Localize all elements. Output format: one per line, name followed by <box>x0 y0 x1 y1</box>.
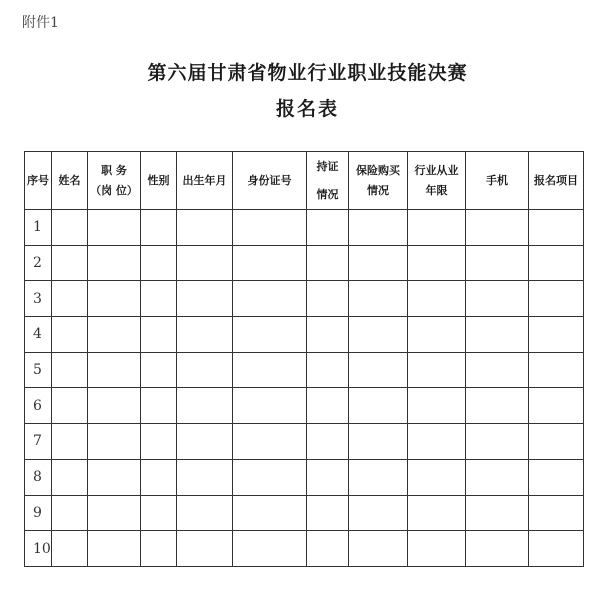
empty-cell <box>349 495 408 531</box>
row-number: 5 <box>25 352 52 388</box>
empty-cell <box>408 281 466 317</box>
empty-cell <box>529 352 584 388</box>
registration-table <box>24 151 584 567</box>
empty-cell <box>233 245 307 281</box>
empty-cell <box>233 459 307 495</box>
empty-cell <box>349 281 408 317</box>
empty-cell <box>177 459 233 495</box>
empty-cell <box>52 352 88 388</box>
empty-cell <box>307 459 349 495</box>
empty-cell <box>466 281 529 317</box>
empty-cell <box>307 388 349 424</box>
table-row <box>25 388 584 424</box>
row-number: 2 <box>25 245 52 281</box>
empty-cell <box>233 424 307 460</box>
empty-cell <box>52 210 88 246</box>
empty-cell <box>177 495 233 531</box>
table-row <box>25 281 584 317</box>
empty-cell <box>466 388 529 424</box>
empty-cell <box>529 459 584 495</box>
empty-cell <box>466 245 529 281</box>
header-phone: 手机 <box>466 152 529 210</box>
empty-cell <box>349 317 408 353</box>
empty-cell <box>466 459 529 495</box>
empty-cell <box>408 459 466 495</box>
empty-cell <box>88 245 141 281</box>
empty-cell <box>408 495 466 531</box>
empty-cell <box>408 317 466 353</box>
empty-cell <box>307 245 349 281</box>
empty-cell <box>349 424 408 460</box>
row-number: 6 <box>25 388 52 424</box>
empty-cell <box>529 281 584 317</box>
empty-cell <box>177 210 233 246</box>
header-id: 身份证号 <box>233 152 307 210</box>
empty-cell <box>307 495 349 531</box>
empty-cell <box>52 281 88 317</box>
row-number: 9 <box>25 495 52 531</box>
table-row <box>25 531 584 567</box>
empty-cell <box>529 245 584 281</box>
empty-cell <box>233 281 307 317</box>
empty-cell <box>88 388 141 424</box>
empty-cell <box>88 531 141 567</box>
empty-cell <box>141 210 177 246</box>
form-subtitle: 报名表 <box>275 98 339 120</box>
empty-cell <box>233 210 307 246</box>
empty-cell <box>349 459 408 495</box>
header-certificate: 持证 情况 <box>307 152 349 210</box>
header-row <box>25 152 584 210</box>
header-seq: 序号 <box>25 152 52 210</box>
table-row <box>25 245 584 281</box>
empty-cell <box>529 531 584 567</box>
empty-cell <box>529 495 584 531</box>
empty-cell <box>88 495 141 531</box>
empty-cell <box>88 352 141 388</box>
empty-cell <box>349 388 408 424</box>
empty-cell <box>52 459 88 495</box>
empty-cell <box>177 281 233 317</box>
empty-cell <box>141 281 177 317</box>
empty-cell <box>349 352 408 388</box>
empty-cell <box>466 495 529 531</box>
empty-cell <box>408 245 466 281</box>
empty-cell <box>52 388 88 424</box>
row-number: 3 <box>25 281 52 317</box>
empty-cell <box>177 388 233 424</box>
empty-cell <box>233 531 307 567</box>
empty-cell <box>88 459 141 495</box>
empty-cell <box>466 317 529 353</box>
empty-cell <box>52 245 88 281</box>
attachment-label: 附件1 <box>22 15 59 31</box>
empty-cell <box>307 352 349 388</box>
empty-cell <box>88 281 141 317</box>
table-row <box>25 317 584 353</box>
empty-cell <box>233 352 307 388</box>
header-birth: 出生年月 <box>177 152 233 210</box>
empty-cell <box>141 531 177 567</box>
header-project: 报名项目 <box>529 152 584 210</box>
empty-cell <box>52 317 88 353</box>
empty-cell <box>141 317 177 353</box>
header-years: 行业从业 年限 <box>408 152 466 210</box>
header-gender: 性别 <box>141 152 177 210</box>
empty-cell <box>141 424 177 460</box>
table-row <box>25 210 584 246</box>
row-number: 10 <box>25 531 52 567</box>
empty-cell <box>349 245 408 281</box>
empty-cell <box>466 424 529 460</box>
empty-cell <box>307 281 349 317</box>
table-row <box>25 424 584 460</box>
empty-cell <box>141 495 177 531</box>
empty-cell <box>233 495 307 531</box>
row-number: 1 <box>25 210 52 246</box>
empty-cell <box>408 352 466 388</box>
empty-cell <box>466 352 529 388</box>
empty-cell <box>529 388 584 424</box>
empty-cell <box>177 317 233 353</box>
empty-cell <box>307 531 349 567</box>
empty-cell <box>52 424 88 460</box>
header-name: 姓名 <box>52 152 88 210</box>
empty-cell <box>177 531 233 567</box>
header-insurance: 保险购买 情况 <box>349 152 408 210</box>
empty-cell <box>349 210 408 246</box>
empty-cell <box>177 352 233 388</box>
table-row <box>25 459 584 495</box>
empty-cell <box>141 459 177 495</box>
table-row <box>25 495 584 531</box>
empty-cell <box>529 210 584 246</box>
empty-cell <box>529 424 584 460</box>
header-position: 职 务 （岗 位） <box>88 152 141 210</box>
empty-cell <box>88 424 141 460</box>
empty-cell <box>233 317 307 353</box>
empty-cell <box>88 210 141 246</box>
empty-cell <box>529 317 584 353</box>
empty-cell <box>307 210 349 246</box>
empty-cell <box>88 317 141 353</box>
empty-cell <box>233 388 307 424</box>
empty-cell <box>141 352 177 388</box>
empty-cell <box>408 424 466 460</box>
empty-cell <box>52 495 88 531</box>
row-number: 4 <box>25 317 52 353</box>
empty-cell <box>177 245 233 281</box>
empty-cell <box>349 531 408 567</box>
row-number: 8 <box>25 459 52 495</box>
empty-cell <box>408 531 466 567</box>
empty-cell <box>466 531 529 567</box>
empty-cell <box>408 388 466 424</box>
empty-cell <box>177 424 233 460</box>
table-row <box>25 352 584 388</box>
empty-cell <box>408 210 466 246</box>
empty-cell <box>307 424 349 460</box>
row-number: 7 <box>25 424 52 460</box>
form-title: 第六届甘肃省物业行业职业技能决赛 <box>147 62 468 84</box>
empty-cell <box>141 388 177 424</box>
empty-cell <box>307 317 349 353</box>
empty-cell <box>466 210 529 246</box>
empty-cell <box>141 245 177 281</box>
empty-cell <box>52 531 88 567</box>
